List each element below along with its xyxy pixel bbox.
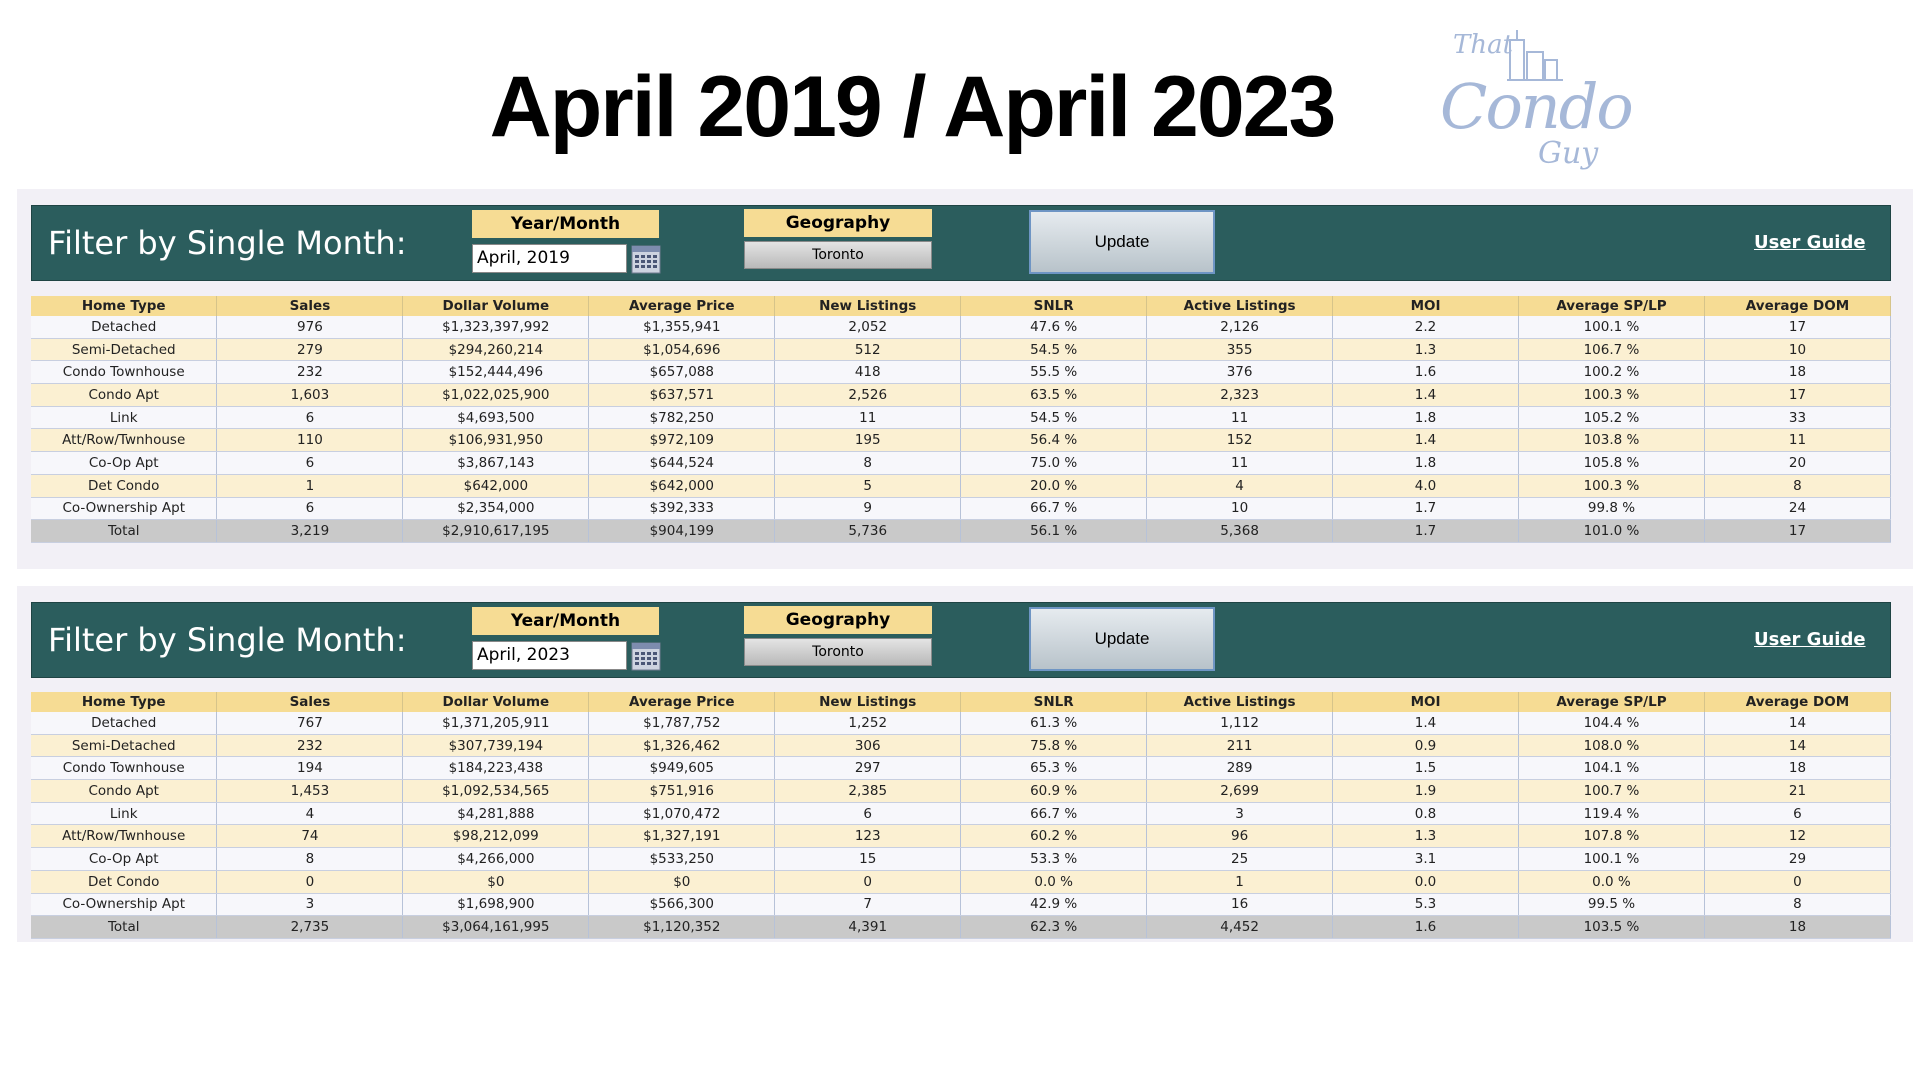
table-cell: 11 xyxy=(1147,406,1333,429)
table-cell: $1,327,191 xyxy=(589,825,775,848)
table-cell: 297 xyxy=(775,757,961,780)
table-cell: 3 xyxy=(217,893,403,916)
table-cell: Semi-Detached xyxy=(31,338,217,361)
table-header-row xyxy=(31,296,1891,316)
total-cell: 1.6 xyxy=(1333,916,1519,939)
table-cell: 17 xyxy=(1704,384,1890,407)
table-cell: 1.9 xyxy=(1333,780,1519,803)
total-cell: $1,120,352 xyxy=(589,916,775,939)
table-cell: $98,212,099 xyxy=(403,825,589,848)
table-cell: 25 xyxy=(1147,848,1333,871)
table-cell: Link xyxy=(31,406,217,429)
column-header: Average SP/LP xyxy=(1519,296,1705,316)
table-cell: 1.7 xyxy=(1333,497,1519,520)
table-cell: $1,326,462 xyxy=(589,734,775,757)
table-cell: 767 xyxy=(217,712,403,734)
data-table xyxy=(31,692,1891,939)
table-cell: 4 xyxy=(217,802,403,825)
table-cell: 8 xyxy=(1704,893,1890,916)
table-cell: 279 xyxy=(217,338,403,361)
user-guide-link[interactable]: User Guide xyxy=(1754,629,1866,650)
year-month-label: Year/Month xyxy=(472,210,659,238)
table-cell: 47.6 % xyxy=(961,316,1147,338)
table-cell: 8 xyxy=(775,452,961,475)
column-header: SNLR xyxy=(961,296,1147,316)
page-title: April 2019 / April 2023 xyxy=(489,59,1335,155)
total-cell: $904,199 xyxy=(589,520,775,543)
table-cell: $4,266,000 xyxy=(403,848,589,871)
table-header-row xyxy=(31,692,1891,712)
total-cell: 103.5 % xyxy=(1519,916,1705,939)
table-cell: Detached xyxy=(31,712,217,734)
table-cell: 105.2 % xyxy=(1519,406,1705,429)
table-cell: Link xyxy=(31,802,217,825)
table-cell: 10 xyxy=(1704,338,1890,361)
data-table xyxy=(31,296,1891,543)
table-cell: $294,260,214 xyxy=(403,338,589,361)
table-cell: 2,699 xyxy=(1147,780,1333,803)
table-cell: 1.6 xyxy=(1333,361,1519,384)
table-cell: 17 xyxy=(1704,316,1890,338)
table-cell: 33 xyxy=(1704,406,1890,429)
table-cell: $1,022,025,900 xyxy=(403,384,589,407)
table-cell: 53.3 % xyxy=(961,848,1147,871)
table-cell: 75.0 % xyxy=(961,452,1147,475)
table-cell: Detached xyxy=(31,316,217,338)
table-cell: 14 xyxy=(1704,712,1890,734)
table-cell: 0.0 % xyxy=(1519,870,1705,893)
table-cell: Co-Ownership Apt xyxy=(31,497,217,520)
table-cell: 100.2 % xyxy=(1519,361,1705,384)
column-header: Active Listings xyxy=(1147,692,1333,712)
table-row xyxy=(31,825,1891,848)
total-cell: Total xyxy=(31,916,217,939)
table-cell: 4.0 xyxy=(1333,474,1519,497)
table-cell: 100.1 % xyxy=(1519,848,1705,871)
table-row xyxy=(31,384,1891,407)
table-row xyxy=(31,757,1891,780)
total-row xyxy=(31,520,1891,543)
table-cell: 100.3 % xyxy=(1519,474,1705,497)
table-cell: $1,787,752 xyxy=(589,712,775,734)
table-cell: $106,931,950 xyxy=(403,429,589,452)
filter-bar xyxy=(31,205,1891,281)
table-cell: 10 xyxy=(1147,497,1333,520)
table-cell: 103.8 % xyxy=(1519,429,1705,452)
logo-text: Guy xyxy=(1538,136,1599,171)
table-cell: $642,000 xyxy=(403,474,589,497)
geography-select[interactable]: Toronto xyxy=(744,241,932,269)
column-header: Dollar Volume xyxy=(403,692,589,712)
table-cell: $0 xyxy=(589,870,775,893)
column-header: Average Price xyxy=(589,692,775,712)
table-cell: 110 xyxy=(217,429,403,452)
table-cell: Att/Row/Twnhouse xyxy=(31,825,217,848)
table-cell: $392,333 xyxy=(589,497,775,520)
table-cell: 6 xyxy=(217,497,403,520)
table-cell: 14 xyxy=(1704,734,1890,757)
table-cell: Det Condo xyxy=(31,870,217,893)
table-cell: 1.5 xyxy=(1333,757,1519,780)
table-cell: $0 xyxy=(403,870,589,893)
table-cell: 20.0 % xyxy=(961,474,1147,497)
table-cell: 0 xyxy=(1704,870,1890,893)
table-cell: 3 xyxy=(1147,802,1333,825)
table-cell: 18 xyxy=(1704,361,1890,384)
column-header: Average DOM xyxy=(1704,296,1890,316)
total-cell: 17 xyxy=(1704,520,1890,543)
table-cell: 60.2 % xyxy=(961,825,1147,848)
table-cell: 1.4 xyxy=(1333,384,1519,407)
table-cell: 418 xyxy=(775,361,961,384)
table-cell: $644,524 xyxy=(589,452,775,475)
total-row xyxy=(31,916,1891,939)
table-cell: $4,693,500 xyxy=(403,406,589,429)
column-header: Active Listings xyxy=(1147,296,1333,316)
column-header: Dollar Volume xyxy=(403,296,589,316)
table-row xyxy=(31,316,1891,338)
table-cell: $637,571 xyxy=(589,384,775,407)
table-cell: 1.8 xyxy=(1333,452,1519,475)
table-cell: 100.1 % xyxy=(1519,316,1705,338)
total-cell: 62.3 % xyxy=(961,916,1147,939)
table-cell: 6 xyxy=(217,406,403,429)
table-cell: 56.4 % xyxy=(961,429,1147,452)
table-cell: $1,323,397,992 xyxy=(403,316,589,338)
table-cell: $642,000 xyxy=(589,474,775,497)
table-cell: 194 xyxy=(217,757,403,780)
table-cell: 65.3 % xyxy=(961,757,1147,780)
report-panel-2019 xyxy=(17,189,1913,569)
table-cell: 5.3 xyxy=(1333,893,1519,916)
table-cell: 306 xyxy=(775,734,961,757)
table-cell: $184,223,438 xyxy=(403,757,589,780)
table-cell: 11 xyxy=(775,406,961,429)
table-cell: 0 xyxy=(217,870,403,893)
table-cell: 3.1 xyxy=(1333,848,1519,871)
table-cell: 1.4 xyxy=(1333,712,1519,734)
year-month-input[interactable]: April, 2019 xyxy=(472,244,627,273)
table-cell: 63.5 % xyxy=(961,384,1147,407)
table-cell: 976 xyxy=(217,316,403,338)
table-cell: Att/Row/Twnhouse xyxy=(31,429,217,452)
total-cell: $3,064,161,995 xyxy=(403,916,589,939)
geography-label: Geography xyxy=(744,209,932,237)
update-button[interactable]: Update xyxy=(1029,607,1215,671)
table-cell: 355 xyxy=(1147,338,1333,361)
table-cell: 7 xyxy=(775,893,961,916)
logo-text: Condo xyxy=(1440,70,1632,143)
column-header: Average SP/LP xyxy=(1519,692,1705,712)
table-cell: 9 xyxy=(775,497,961,520)
table-cell: 1 xyxy=(217,474,403,497)
table-cell: $566,300 xyxy=(589,893,775,916)
table-cell: 0.0 xyxy=(1333,870,1519,893)
column-header: Sales xyxy=(217,296,403,316)
table-cell: 2,323 xyxy=(1147,384,1333,407)
table-cell: 54.5 % xyxy=(961,406,1147,429)
table-cell: 1,453 xyxy=(217,780,403,803)
table-cell: 61.3 % xyxy=(961,712,1147,734)
column-header: Average DOM xyxy=(1704,692,1890,712)
table-cell: 232 xyxy=(217,734,403,757)
table-cell: $1,054,696 xyxy=(589,338,775,361)
table-cell: $657,088 xyxy=(589,361,775,384)
table-cell: 11 xyxy=(1147,452,1333,475)
total-cell: 4,391 xyxy=(775,916,961,939)
table-cell: $152,444,496 xyxy=(403,361,589,384)
table-cell: $3,867,143 xyxy=(403,452,589,475)
table-cell: 2,052 xyxy=(775,316,961,338)
table-cell: 18 xyxy=(1704,757,1890,780)
table-row xyxy=(31,406,1891,429)
geography-label: Geography xyxy=(744,606,932,634)
report-panel-2023 xyxy=(17,586,1913,942)
table-cell: $1,092,534,565 xyxy=(403,780,589,803)
table-row xyxy=(31,893,1891,916)
table-cell: 0 xyxy=(775,870,961,893)
table-cell: 21 xyxy=(1704,780,1890,803)
table-cell: 5 xyxy=(775,474,961,497)
table-row xyxy=(31,474,1891,497)
table-cell: Semi-Detached xyxy=(31,734,217,757)
table-row xyxy=(31,497,1891,520)
table-cell: Co-Op Apt xyxy=(31,848,217,871)
table-cell: 376 xyxy=(1147,361,1333,384)
table-cell: 60.9 % xyxy=(961,780,1147,803)
update-button[interactable]: Update xyxy=(1029,210,1215,274)
filter-label: Filter by Single Month: xyxy=(48,224,407,262)
column-header: MOI xyxy=(1333,692,1519,712)
table-cell: 24 xyxy=(1704,497,1890,520)
table-cell: 74 xyxy=(217,825,403,848)
table-cell: Condo Apt xyxy=(31,384,217,407)
table-cell: 8 xyxy=(217,848,403,871)
table-cell: 12 xyxy=(1704,825,1890,848)
total-cell: 5,736 xyxy=(775,520,961,543)
table-cell: $972,109 xyxy=(589,429,775,452)
table-cell: Co-Ownership Apt xyxy=(31,893,217,916)
table-cell: 1.8 xyxy=(1333,406,1519,429)
table-cell: 106.7 % xyxy=(1519,338,1705,361)
table-cell: 99.5 % xyxy=(1519,893,1705,916)
table-row xyxy=(31,452,1891,475)
table-cell: 4 xyxy=(1147,474,1333,497)
total-cell: 1.7 xyxy=(1333,520,1519,543)
table-cell: 119.4 % xyxy=(1519,802,1705,825)
total-cell: 18 xyxy=(1704,916,1890,939)
geography-select[interactable]: Toronto xyxy=(744,638,932,666)
table-cell: $782,250 xyxy=(589,406,775,429)
table-cell: $1,070,472 xyxy=(589,802,775,825)
total-cell: 2,735 xyxy=(217,916,403,939)
table-cell: 66.7 % xyxy=(961,497,1147,520)
logo-text: That xyxy=(1453,30,1514,60)
table-cell: Condo Apt xyxy=(31,780,217,803)
table-cell: 107.8 % xyxy=(1519,825,1705,848)
table-cell: 232 xyxy=(217,361,403,384)
year-month-input[interactable]: April, 2023 xyxy=(472,641,627,670)
table-cell: 1.3 xyxy=(1333,825,1519,848)
total-cell: $2,910,617,195 xyxy=(403,520,589,543)
column-header: New Listings xyxy=(775,692,961,712)
table-cell: 108.0 % xyxy=(1519,734,1705,757)
table-cell: 1,112 xyxy=(1147,712,1333,734)
table-cell: 123 xyxy=(775,825,961,848)
table-row xyxy=(31,848,1891,871)
table-cell: $4,281,888 xyxy=(403,802,589,825)
table-cell: Condo Townhouse xyxy=(31,361,217,384)
column-header: Home Type xyxy=(31,296,217,316)
table-row xyxy=(31,429,1891,452)
table-cell: $2,354,000 xyxy=(403,497,589,520)
total-cell: 3,219 xyxy=(217,520,403,543)
table-row xyxy=(31,338,1891,361)
table-cell: 6 xyxy=(775,802,961,825)
table-cell: 99.8 % xyxy=(1519,497,1705,520)
table-cell: Co-Op Apt xyxy=(31,452,217,475)
table-row xyxy=(31,712,1891,734)
table-cell: 6 xyxy=(217,452,403,475)
table-cell: 6 xyxy=(1704,802,1890,825)
column-header: SNLR xyxy=(961,692,1147,712)
table-cell: 2,126 xyxy=(1147,316,1333,338)
table-cell: 1.3 xyxy=(1333,338,1519,361)
table-cell: $751,916 xyxy=(589,780,775,803)
table-row xyxy=(31,734,1891,757)
filter-label: Filter by Single Month: xyxy=(48,621,407,659)
column-header: Home Type xyxy=(31,692,217,712)
table-cell: $949,605 xyxy=(589,757,775,780)
table-cell: 0.8 xyxy=(1333,802,1519,825)
table-cell: 512 xyxy=(775,338,961,361)
table-cell: 96 xyxy=(1147,825,1333,848)
user-guide-link[interactable]: User Guide xyxy=(1754,232,1866,253)
table-cell: 0.0 % xyxy=(961,870,1147,893)
column-header: New Listings xyxy=(775,296,961,316)
total-cell: Total xyxy=(31,520,217,543)
table-cell: $1,698,900 xyxy=(403,893,589,916)
table-cell: 75.8 % xyxy=(961,734,1147,757)
table-cell: 289 xyxy=(1147,757,1333,780)
table-cell: 55.5 % xyxy=(961,361,1147,384)
column-header: Sales xyxy=(217,692,403,712)
table-cell: 15 xyxy=(775,848,961,871)
table-cell: 1 xyxy=(1147,870,1333,893)
table-cell: 195 xyxy=(775,429,961,452)
table-cell: $533,250 xyxy=(589,848,775,871)
table-cell: 1,603 xyxy=(217,384,403,407)
table-cell: $1,371,205,911 xyxy=(403,712,589,734)
table-cell: 1.4 xyxy=(1333,429,1519,452)
table-cell: 54.5 % xyxy=(961,338,1147,361)
table-cell: 105.8 % xyxy=(1519,452,1705,475)
table-row xyxy=(31,870,1891,893)
filter-bar xyxy=(31,602,1891,678)
that-condo-guy-logo xyxy=(1435,28,1632,186)
total-cell: 56.1 % xyxy=(961,520,1147,543)
table-cell: 42.9 % xyxy=(961,893,1147,916)
column-header: MOI xyxy=(1333,296,1519,316)
table-cell: 20 xyxy=(1704,452,1890,475)
table-cell: 0.9 xyxy=(1333,734,1519,757)
table-cell: 66.7 % xyxy=(961,802,1147,825)
table-cell: 11 xyxy=(1704,429,1890,452)
table-cell: 2,385 xyxy=(775,780,961,803)
table-cell: 104.1 % xyxy=(1519,757,1705,780)
table-cell: 16 xyxy=(1147,893,1333,916)
table-row xyxy=(31,361,1891,384)
table-cell: 211 xyxy=(1147,734,1333,757)
table-cell: $307,739,194 xyxy=(403,734,589,757)
table-cell: Det Condo xyxy=(31,474,217,497)
calendar-icon[interactable] xyxy=(631,245,661,274)
table-cell: 104.4 % xyxy=(1519,712,1705,734)
table-row xyxy=(31,780,1891,803)
table-cell: 2.2 xyxy=(1333,316,1519,338)
table-cell: 1,252 xyxy=(775,712,961,734)
calendar-icon[interactable] xyxy=(631,642,661,671)
table-cell: 2,526 xyxy=(775,384,961,407)
table-cell: 100.7 % xyxy=(1519,780,1705,803)
column-header: Average Price xyxy=(589,296,775,316)
table-cell: 8 xyxy=(1704,474,1890,497)
table-cell: 152 xyxy=(1147,429,1333,452)
table-cell: 29 xyxy=(1704,848,1890,871)
total-cell: 5,368 xyxy=(1147,520,1333,543)
total-cell: 101.0 % xyxy=(1519,520,1705,543)
table-cell: $1,355,941 xyxy=(589,316,775,338)
table-row xyxy=(31,802,1891,825)
total-cell: 4,452 xyxy=(1147,916,1333,939)
table-cell: Condo Townhouse xyxy=(31,757,217,780)
table-cell: 100.3 % xyxy=(1519,384,1705,407)
year-month-label: Year/Month xyxy=(472,607,659,635)
